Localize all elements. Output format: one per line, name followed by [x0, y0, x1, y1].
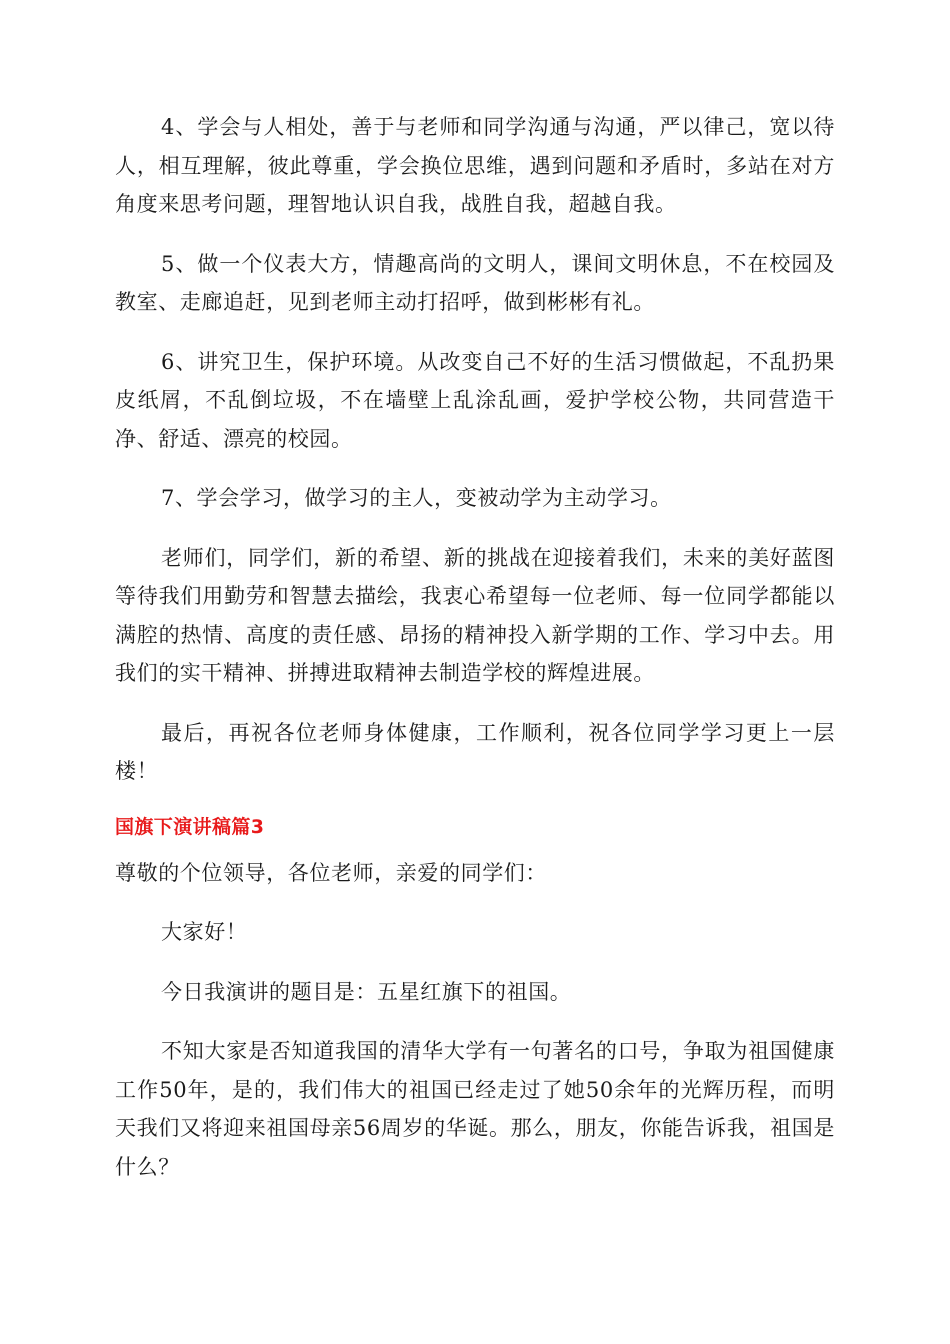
paragraph-wishes: 最后，再祝各位老师身体健康，工作顺利，祝各位同学学习更上一层楼！: [115, 720, 835, 783]
paragraph-closing: 老师们，同学们，新的希望、新的挑战在迎接着我们，未来的美好蓝图等待我们用勤劳和智慧去描绘，我衷心希望每一位老师、每一位同学都能以满腔的热情、高度的责任感、昂扬的精神投入新学期的工作、学习中去。用我们的实干精神、拼搏进取精神去制造学校的辉煌进展。: [115, 545, 835, 685]
speech-body: 不知大家是否知道我国的清华大学有一句著名的口号，争取为祖国健康工作50年，是的，我们伟大的祖国已经走过了她50余年的光辉历程，而明天我们又将迎来祖国母亲56周岁的华诞。那么，朋友，你能告诉我，祖国是什么？: [115, 1039, 835, 1179]
salutation: 尊敬的个位领导，各位老师，亲爱的同学们：: [115, 860, 547, 885]
speech-topic: 今日我演讲的题目是：五星红旗下的祖国。: [161, 979, 572, 1004]
paragraph-item-4: 4、学会与人相处，善于与老师和同学沟通与沟通，严以律己，宽以待人，相互理解，彼此尊重，学会换位思维，遇到问题和矛盾时，多站在对方角度来思考问题，理智地认识自我，战胜自我，超越自我。: [115, 115, 835, 216]
greeting: 大家好！: [161, 920, 248, 944]
paragraph-item-7: 7、学会学习，做学习的主人，变被动学为主动学习。: [161, 486, 672, 510]
document-page: [115, 108, 835, 1207]
paragraph-item-6: 6、讲究卫生，保护环境。从改变自己不好的生活习惯做起，不乱扔果皮纸屑，不乱倒垃圾，不在墙壁上乱涂乱画，爱护学校公物，共同营造干净、舒适、漂亮的校园。: [115, 349, 835, 451]
paragraph-item-5: 5、做一个仪表大方，情趣高尚的文明人，课间文明休息，不在校园及教室、走廊追赶，见到老师主动打招呼，做到彬彬有礼。: [115, 251, 835, 314]
section-heading: 国旗下演讲稿篇3: [115, 815, 265, 838]
